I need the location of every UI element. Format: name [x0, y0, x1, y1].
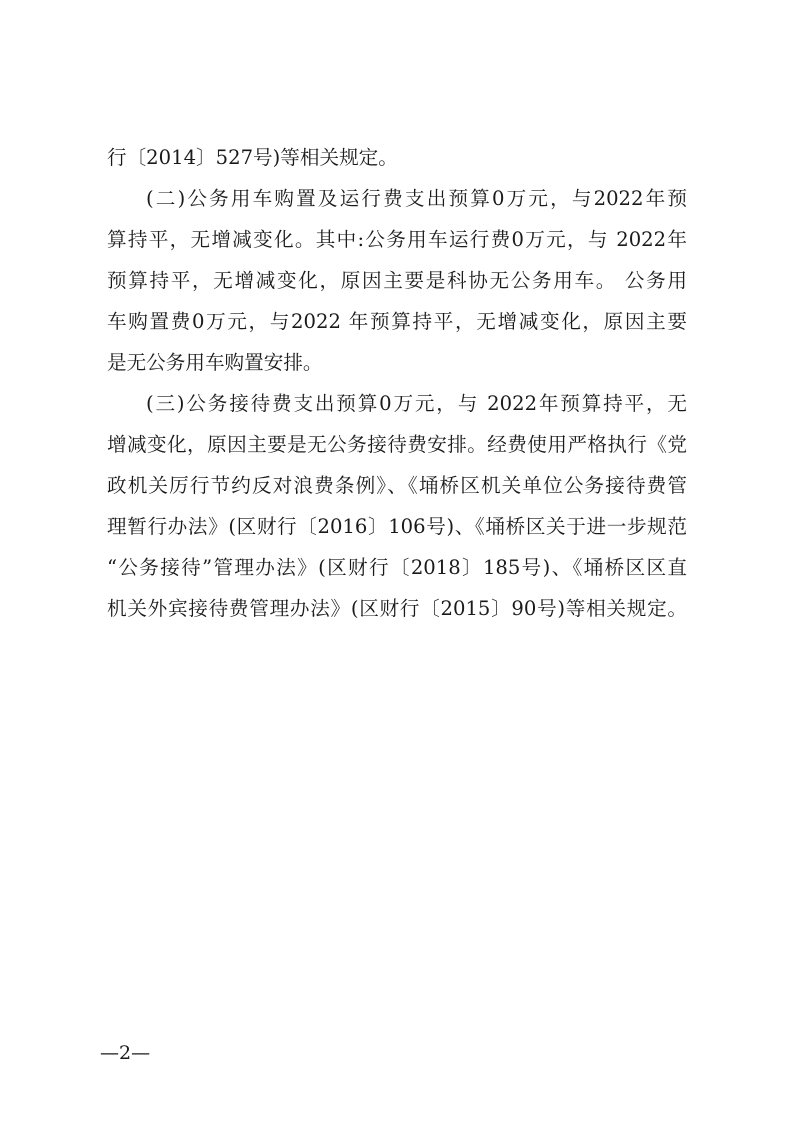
paragraph-line: 预算持平，无增减变化，原因主要是科协无公务用车。 公务用 — [107, 269, 687, 292]
paragraph-line: 政机关厉行节约反对浪费条例》、《埇桥区机关单位公务接待费管 — [107, 474, 687, 497]
page-number: —2— — [100, 1042, 151, 1064]
paragraph-line: (三)公务接待费支出预算0万元，与 2022年预算持平，无 — [146, 392, 687, 415]
paragraph-line: 是无公务用车购置安排。 — [107, 351, 323, 374]
paragraph-line: (二)公务用车购置及运行费支出预算0万元，与2022年预 — [146, 187, 687, 210]
paragraph-line: 理暂行办法》(区财行〔2016〕106号)、《埇桥区关于进一步规范 — [107, 515, 687, 538]
paragraph-line: 机关外宾接待费管理办法》(区财行〔2015〕90号)等相关规定。 — [107, 597, 687, 620]
paragraph-line: 行〔2014〕527号)等相关规定。 — [107, 146, 398, 169]
paragraph-line: “公务接待”管理办法》(区财行〔2018〕185号)、《埇桥区区直 — [107, 556, 687, 579]
paragraph-line: 车购置费0万元，与2022 年预算持平，无增减变化，原因主要 — [107, 310, 687, 333]
paragraph-line: 增减变化，原因主要是无公务接待费安排。经费使用严格执行《党 — [107, 433, 687, 456]
paragraph-line: 算持平，无增减变化。其中:公务用车运行费0万元，与 2022年 — [107, 228, 687, 251]
